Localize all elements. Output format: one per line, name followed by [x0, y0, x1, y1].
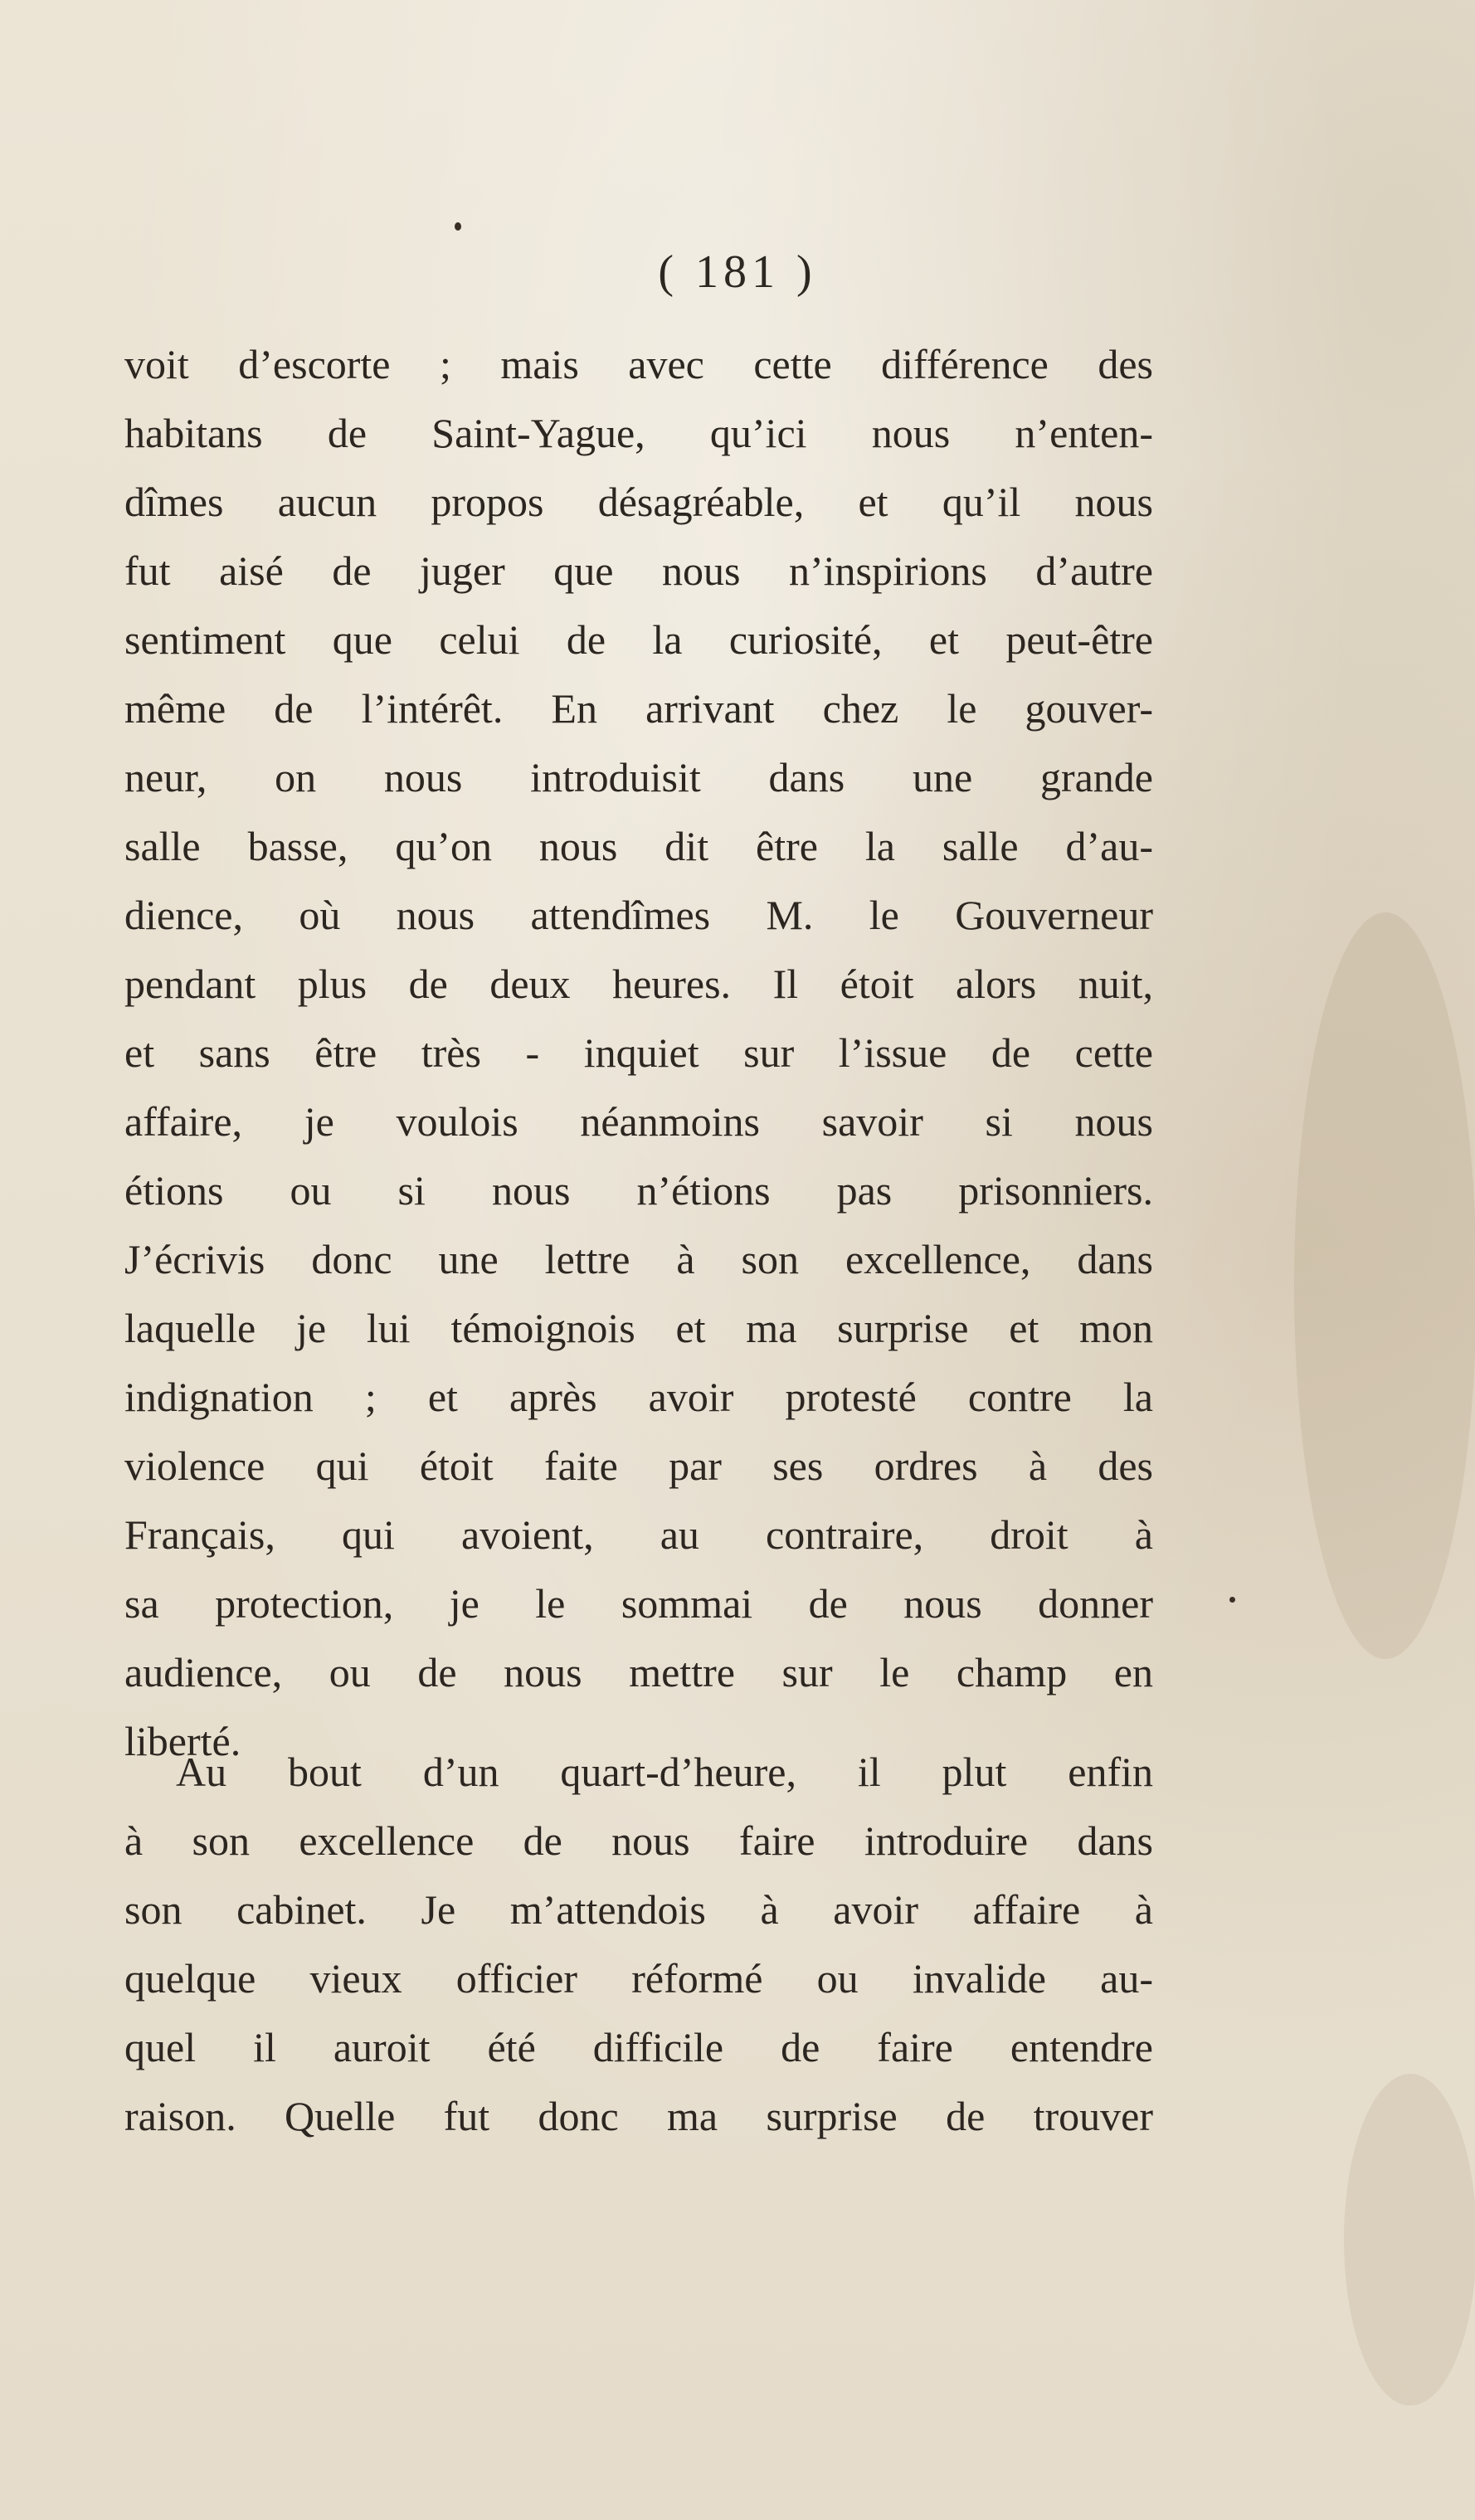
text-line: quel il auroit été difficile de faire entendre — [124, 2024, 1153, 2070]
text-line: violence qui étoit faite par ses ordres à des — [124, 1442, 1153, 1489]
text-line: voit d’escorte ; mais avec cette différence des — [124, 341, 1153, 387]
ink-speck — [1229, 1597, 1235, 1603]
text-line: même de l’intérêt. En arrivant chez le gouver- — [124, 685, 1153, 732]
text-line: raison. Quelle fut donc ma surprise de trouver — [124, 2093, 1153, 2139]
paragraph-1 — [124, 330, 1153, 1776]
text-line: audience, ou de nous mettre sur le champ en — [124, 1649, 1153, 1695]
text-line: étions ou si nous n’étions pas prisonniers. — [124, 1167, 1153, 1214]
paper-stain — [1294, 912, 1475, 1659]
text-line: pendant plus de deux heures. Il étoit alors nuit, — [124, 961, 1153, 1007]
text-line: Français, qui avoient, au contraire, droit à — [124, 1511, 1153, 1558]
text-line: son cabinet. Je m’attendois à avoir affaire à — [124, 1886, 1153, 1933]
text-line: et sans être très - inquiet sur l’issue de cette — [124, 1029, 1153, 1076]
text-line: J’écrivis donc une lettre à son excellence, dans — [124, 1236, 1153, 1282]
text-line: salle basse, qu’on nous dit être la salle d’au- — [124, 823, 1153, 869]
paper-stain — [1344, 2074, 1475, 2406]
text-line: sentiment que celui de la curiosité, et peut-être — [124, 616, 1153, 663]
paragraph-2 — [124, 1738, 1153, 2151]
text-line: à son excellence de nous faire introduire dans — [124, 1817, 1153, 1864]
text-line: liberté. — [124, 1718, 241, 1764]
text-line: dience, où nous attendîmes M. le Gouverneur — [124, 892, 1153, 938]
page-number: ( 181 ) — [658, 246, 817, 298]
ink-speck — [455, 222, 461, 231]
text-line: dîmes aucun propos désagréable, et qu’il nous — [124, 479, 1153, 525]
text-line: fut aisé de juger que nous n’inspirions d’autre — [124, 547, 1153, 594]
text-line: indignation ; et après avoir protesté contre la — [124, 1374, 1153, 1420]
text-line: sa protection, je le sommai de nous donner — [124, 1580, 1153, 1627]
text-line: habitans de Saint-Yague, qu’ici nous n’enten- — [124, 410, 1153, 456]
text-line: quelque vieux officier réformé ou invalide au- — [124, 1955, 1153, 2002]
text-line: Au bout d’un quart-d’heure, il plut enfin — [176, 1749, 1153, 1795]
text-line: neur, on nous introduisit dans une grande — [124, 754, 1153, 800]
text-line: laquelle je lui témoignois et ma surprise et mon — [124, 1305, 1153, 1351]
text-line: affaire, je voulois néanmoins savoir si nous — [124, 1098, 1153, 1145]
